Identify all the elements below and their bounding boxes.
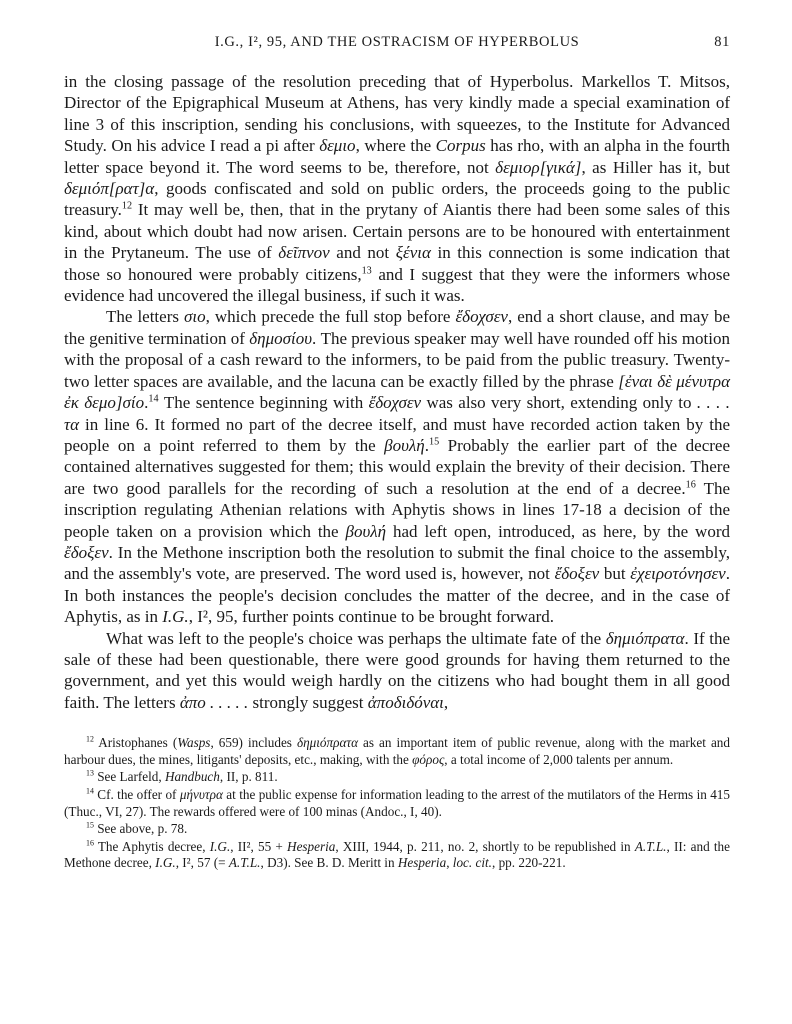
text-run: , I², 57 (=: [175, 855, 229, 871]
italic-text: [ἐναι δὲ μένυτρα ἐκ δεμο]σίο: [64, 371, 730, 413]
italic-text: ἔδοχσεν: [455, 307, 508, 327]
italic-text: φόρος: [412, 751, 445, 767]
text-run: .: [424, 435, 429, 455]
text-run: , as Hiller has it, but: [581, 157, 730, 177]
text-run: , II², 55 +: [230, 838, 288, 854]
text-run: See above, p. 78.: [93, 821, 188, 837]
text-run: , a total income of 2,000 talents per annum.: [444, 751, 674, 767]
text-run: has rho, with an alpha in the fourth letter space beyond it. The word seems to be, therefore, not: [64, 136, 730, 177]
footnote: [64, 787, 730, 820]
text-run: .: [144, 393, 149, 413]
italic-text: μήνυτρα: [179, 786, 223, 802]
text-run: The sentence beginning with: [158, 393, 369, 413]
italic-text: Corpus: [435, 136, 486, 156]
text-run: , I², 95, further points continue to be brought forward.: [188, 607, 555, 627]
italic-text: βουλή: [384, 435, 425, 455]
footnote: [64, 769, 730, 786]
italic-text: ἀποδιδόναι: [367, 692, 444, 712]
italic-text: A.T.L.: [228, 855, 261, 871]
footnote-number: 15: [86, 820, 94, 830]
paragraph: [64, 306, 730, 627]
footnote-number: 14: [86, 786, 94, 796]
italic-text: Hesperia: [287, 838, 336, 854]
text-run: was also very short, extending only to: [421, 393, 697, 413]
italic-text: δεμιο: [319, 136, 356, 156]
text-run: and not: [329, 243, 396, 263]
text-run: ,: [446, 855, 453, 871]
italic-text: δεῖπνον: [278, 243, 330, 263]
paragraph: [64, 71, 730, 306]
italic-text: I.G.: [155, 855, 176, 871]
text-run: in line 6. It formed no part of the decree itself, and must have recorded action taken by the people on a point referred to them by the: [64, 414, 730, 455]
text-run: Cf. the offer of: [93, 786, 180, 802]
text-run: Aristophanes (: [93, 735, 178, 751]
text-run: The Aphytis decree,: [93, 838, 210, 854]
text-run: and I suggest that they were the informers whose evidence had uncovered the illegal business, if such it was.: [64, 264, 730, 306]
text-run: , 659) includes: [210, 735, 297, 751]
italic-text: I.G.: [209, 838, 231, 854]
footnote: [64, 839, 730, 872]
italic-text: A.T.L.: [634, 838, 667, 854]
italic-text: I.G.: [162, 607, 189, 627]
text-run: , XIII, 1944, p. 211, no. 2, shortly to be republished in: [335, 838, 635, 854]
italic-text: ἔδοξεν: [554, 564, 600, 584]
italic-text: δεμιόπ[ρατ]α: [64, 179, 155, 199]
text-run: , where the: [355, 136, 436, 156]
footnote-number: 13: [86, 768, 94, 778]
footnote-ref: 15: [428, 436, 440, 448]
text-run: . In the Methone inscription both the resolution to submit the final choice to the assembly, and the assembly's vote, are preserved. The word used is, however, not: [64, 542, 730, 584]
text-run: , end a short clause, and may be the genitive termination of: [64, 307, 730, 348]
text-run: Probably the earlier part of the decree contained alternatives suggested for them; this would explain the brevity of their decision. There are two good parallels for the recording of such a resolution at the end of a decree.: [64, 435, 730, 498]
text-run: as an important item of public revenue, along with the market and harbour dues, the mines, litigants' deposits, etc., making, with the: [64, 735, 730, 767]
footnote: [64, 821, 730, 838]
text-run: , II: and the Methone decree,: [64, 838, 730, 871]
text-run: ,: [443, 692, 449, 712]
text-run: See Larfeld,: [93, 769, 165, 785]
italic-text: βουλή: [345, 521, 387, 541]
text-run: . If the sale of these had been questionable, there were good grounds for having them returned to the government, and yet this would weigh hardly on the citizens who had bought them in all good faith. The letters: [64, 628, 730, 712]
running-header: [64, 30, 730, 60]
text-run: , D3). See B. D. Meritt in: [260, 855, 398, 871]
italic-text: Handbuch: [164, 769, 220, 785]
text-run: It may well be, then, that in the prytany of Aiantis there had been some sales of this kind, about which doubt had now arisen. Certain persons are to be honoured with entertainment in the Prytaneum. The use of: [64, 200, 730, 263]
text-run: strongly suggest: [248, 692, 368, 712]
text-run: . The previous speaker may well have rounded off his motion with the proposal of a cash reward to the informers, to be paid from the public treasury. Twenty-two letter spaces are available, and the lacuna can be exactly filled by the phrase: [64, 328, 730, 391]
italic-text: ξένια: [395, 243, 431, 263]
italic-text: σιο: [184, 307, 206, 327]
text-run: had left open, introduced, as here, by the word: [386, 521, 730, 541]
text-run: , II, p. 811.: [219, 769, 278, 785]
running-title: I.G., I², 95, AND THE OSTRACISM OF HYPERBOLUS: [214, 34, 580, 50]
italic-text: δημοσίου: [249, 328, 313, 348]
text-run: , pp. 220-221.: [491, 855, 566, 871]
italic-text: δεμιορ[γικά]: [495, 157, 582, 177]
footnote-ref: 14: [148, 393, 159, 405]
page-number: 81: [714, 34, 730, 50]
italic-text: δημιόπρατα: [605, 628, 685, 648]
italic-text: ἐχειροτόνησεν: [630, 564, 726, 584]
footnote-ref: 12: [121, 200, 133, 212]
italic-text: Wasps: [177, 735, 211, 751]
text-run: , which precede the full stop before: [205, 307, 456, 327]
footnote-number: 12: [86, 734, 94, 744]
italic-text: ἔδοξεν: [64, 542, 109, 562]
text-run: . In both instances the people's decision concludes the matter of the decree, and in the case of Aphytis, as in: [64, 564, 730, 627]
text-run: in the closing passage of the resolution preceding that of Hyperbolus. Markellos T. Mitsos, Director of the Epigraphical Museum at Athens, has very kindly made a special examination of line 3 of this inscription, sending his conclusions, with squeezes, to the Institute for Advanced Study. On his advice I read a pi after: [64, 72, 730, 156]
page: [64, 30, 730, 873]
text-run: What was left to the people's choice was perhaps the ultimate fate of the: [106, 628, 606, 648]
footnote: [64, 735, 730, 768]
text-run: The letters: [106, 307, 184, 327]
italic-text: loc. cit.: [452, 855, 492, 871]
text-run: The inscription regulating Athenian relations with Aphytis shows in lines 17-18 a decision of the people taken on a provision which the: [64, 478, 731, 541]
footnote-number: 16: [86, 838, 94, 848]
text-run: but: [599, 564, 631, 584]
text-run: , goods confiscated and sold on public orders, the proceeds going to the public treasury.: [64, 179, 730, 220]
text-run: in this connection is some indication that those so honoured were probably citizens,: [64, 243, 730, 284]
body-text: [64, 71, 730, 713]
italic-text: ἀπο . . . . .: [179, 692, 249, 712]
text-run: at the public expense for information leading to the arrest of the mutilators of the Herms in 415 (Thuc., VI, 27). The rewards offered were of 100 minas (Andoc., I, 40).: [64, 786, 730, 819]
italic-text: ἔδοχσεν: [368, 393, 422, 413]
italic-text: Hesperia: [397, 855, 447, 871]
italic-text: δημιόπρατα: [296, 735, 359, 751]
footnote-ref: 13: [361, 265, 372, 276]
paragraph: [64, 628, 730, 714]
italic-text: . . . . τα: [64, 393, 731, 434]
footnote-ref: 16: [685, 479, 696, 491]
footnotes: [64, 735, 730, 872]
